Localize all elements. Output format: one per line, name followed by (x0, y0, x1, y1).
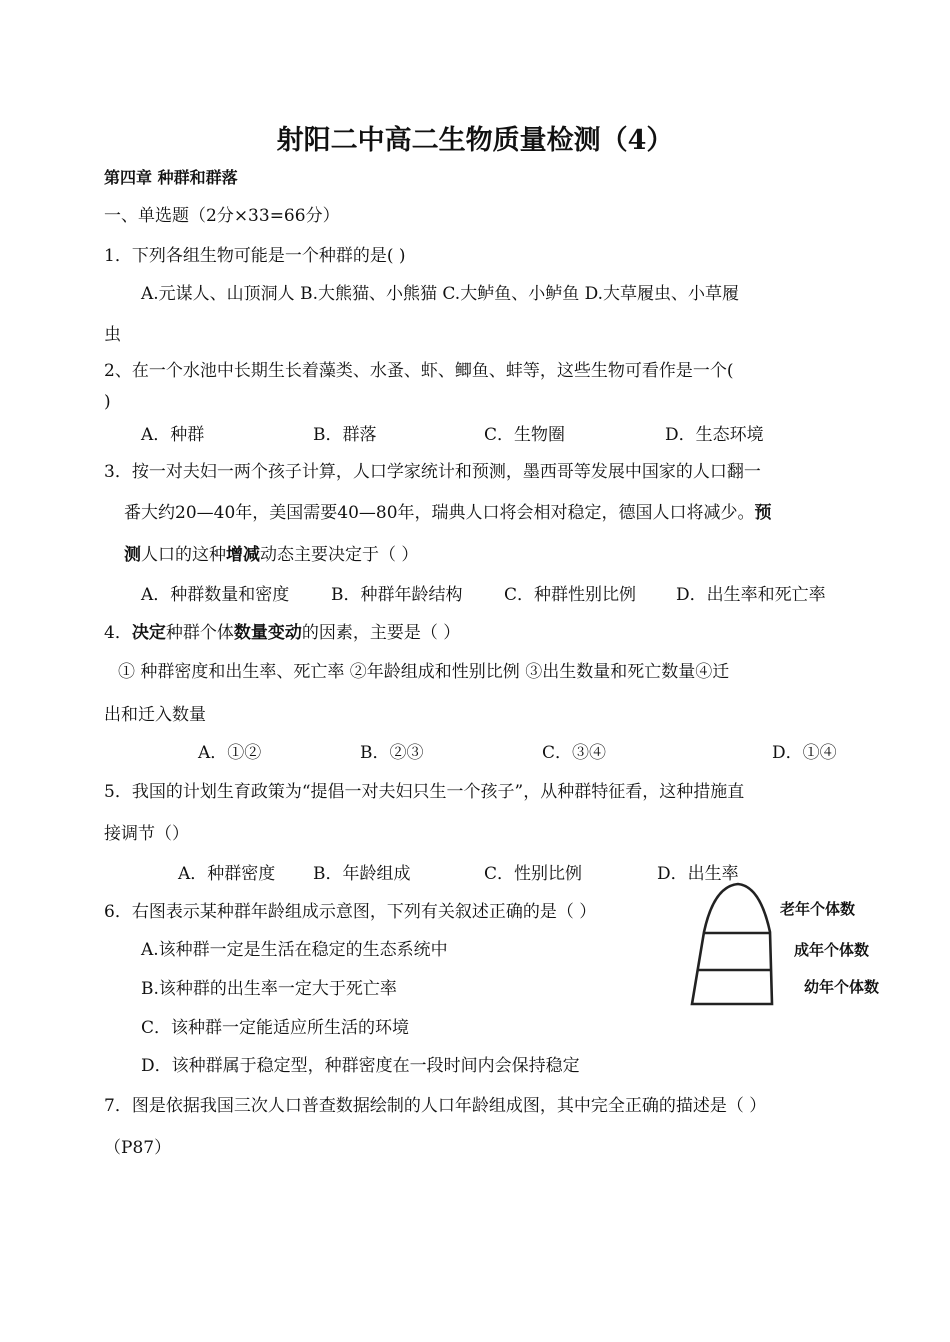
q3-line-3 (124, 545, 418, 565)
q4-option-a: A．①② (198, 743, 262, 763)
q4-bold-quantity-change: 数量变动 (233, 623, 302, 643)
q2-option-c: C．生物圈 (484, 425, 566, 445)
q6-option-a: A.该种群一定是生活在稳定的生态系统中 (141, 940, 448, 960)
q4-stem-text-b: 的因素，主要是（ ） (301, 623, 461, 643)
q6-option-b: B.该种群的出生率一定大于死亡率 (141, 979, 397, 999)
q4-stem (104, 623, 460, 643)
q3-line-1: 3．按一对夫妇一两个孩子计算，人口学家统计和预测，墨西哥等发展中国家的人口翻一 (104, 462, 761, 482)
q6-option-c: C．该种群一定能适应所生活的环境 (141, 1018, 410, 1038)
pyramid-outline (692, 884, 772, 1004)
label-juvenile: 幼年个体数 (804, 978, 880, 996)
q1-options-wrap: 虫 (104, 325, 121, 345)
age-pyramid-figure (688, 880, 888, 1010)
q3-option-c: C．种群性别比例 (504, 585, 637, 605)
q3-bold-change: 增减 (226, 545, 260, 565)
q5-line-2: 接调节（） (104, 824, 189, 844)
q3-line-2-text: 番大约20—40年，美国需要40—80年，瑞典人口将会相对稳定，德国人口将减少。 (124, 503, 755, 523)
q2-option-a: A．种群 (141, 425, 205, 445)
q6-option-d: D．该种群属于稳定型，种群密度在一段时间内会保持稳定 (141, 1056, 580, 1076)
q1-options: A.元谋人、山顶洞人 B.大熊猫、小熊猫 C.大鲈鱼、小鲈鱼 D.大草履虫、小草履 (141, 284, 740, 304)
section-heading: 一、单选题（2分×33=66分） (104, 206, 340, 226)
q3-option-a: A．种群数量和密度 (141, 585, 290, 605)
label-adult: 成年个体数 (794, 941, 870, 959)
q4-number: 4． (104, 623, 132, 643)
label-elderly: 老年个体数 (780, 900, 856, 918)
q2-option-b: B．群落 (313, 425, 377, 445)
q3-option-d: D．出生率和死亡率 (676, 585, 826, 605)
q5-option-d: D．出生率 (657, 864, 739, 884)
q4-option-d: D．①④ (772, 743, 837, 763)
q5-option-b: B．年龄组成 (313, 864, 411, 884)
q3-line-2 (124, 503, 772, 523)
q5-option-a: A．种群密度 (178, 864, 276, 884)
q3-line-3-text-a: 人口的这种 (141, 545, 226, 565)
q7-page-ref: （P87） (104, 1138, 172, 1158)
q3-option-b: B．种群年龄结构 (331, 585, 463, 605)
q2-option-d: D．生态环境 (665, 425, 764, 445)
q3-line-3-text-b: 动态主要决定于（ ） (260, 545, 419, 565)
q2-stem-wrap: ) (104, 392, 111, 412)
q4-option-c: C．③④ (542, 743, 607, 763)
q4-items-wrap: 出和迁入数量 (104, 705, 206, 725)
q2-stem: 2、在一个水池中长期生长着藻类、水蚤、虾、鲫鱼、蚌等，这些生物可看作是一个( (104, 361, 734, 381)
q4-items: ① 种群密度和出生率、死亡率 ②年龄组成和性别比例 ③出生数量和死亡数量④迁 (118, 662, 730, 682)
q4-bold-decide: 决定 (131, 623, 166, 643)
q4-stem-text-a: 种群个体 (165, 623, 234, 643)
q5-line-1: 5．我国的计划生育政策为“提倡一对夫妇只生一个孩子”，从种群特征看，这种措施直 (104, 782, 745, 802)
q1-stem: 1．下列各组生物可能是一个种群的是( ) (104, 246, 406, 266)
q3-bold-predict-2: 测 (124, 545, 141, 565)
q6-stem: 6．右图表示某种群年龄组成示意图，下列有关叙述正确的是（ ） (104, 902, 597, 922)
chapter-heading: 第四章 种群和群落 (104, 168, 238, 187)
q7-stem: 7．图是依据我国三次人口普查数据绘制的人口年龄组成图，其中完全正确的描述是（ ） (104, 1096, 767, 1116)
q5-option-c: C．性别比例 (484, 864, 583, 884)
q4-option-b: B．②③ (360, 743, 424, 763)
q3-bold-predict-1: 预 (754, 503, 772, 523)
page-title: 射阳二中高二生物质量检测（4） (276, 125, 674, 156)
